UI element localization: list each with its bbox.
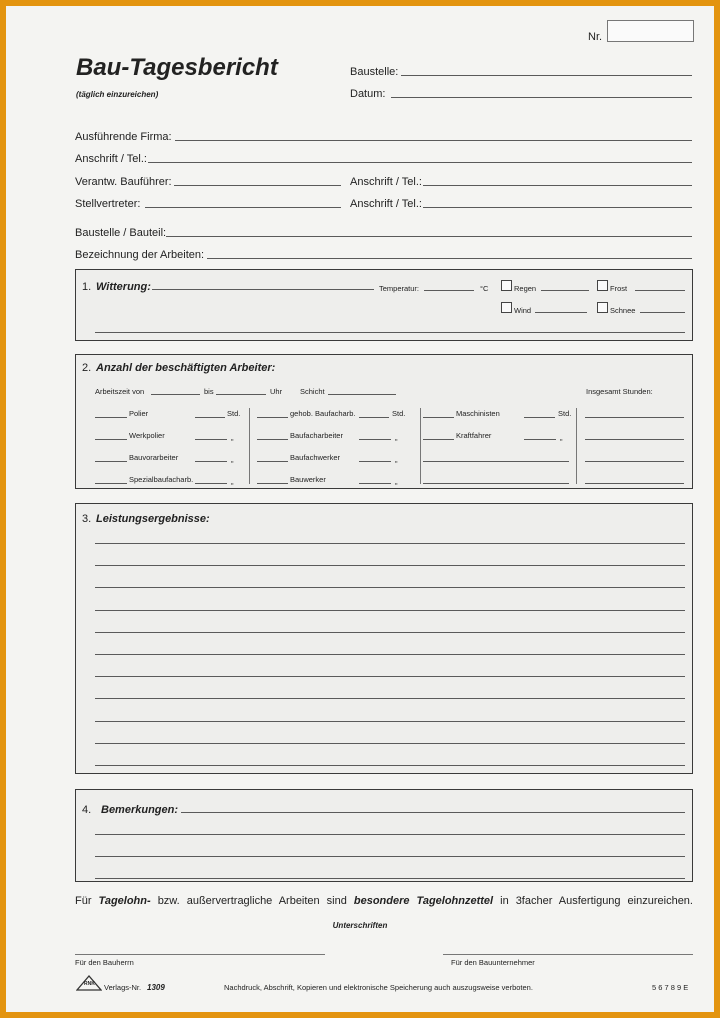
- ditto-mark: „: [395, 477, 398, 486]
- baufuehrer-field[interactable]: [174, 185, 341, 186]
- anschrift2-label: Anschrift / Tel.:: [350, 176, 422, 188]
- arbeiten-field[interactable]: [207, 258, 692, 259]
- page-subtitle: (täglich einzureichen): [76, 90, 159, 99]
- writing-line[interactable]: [95, 765, 685, 766]
- signature-bauherr-field[interactable]: [75, 954, 325, 955]
- frost-checkbox[interactable]: [597, 280, 608, 291]
- ditto-mark: „: [231, 455, 234, 464]
- column-divider: [576, 408, 577, 484]
- copyright-notice: Nachdruck, Abschrift, Kopieren und elektronische Speicherung auch auszugsweise verboten.: [224, 983, 533, 992]
- uhr-label: Uhr: [270, 387, 283, 396]
- writing-line[interactable]: [95, 856, 685, 857]
- count-field[interactable]: [95, 483, 127, 484]
- note-text: in 3facher Ausfertigung einzureichen.: [500, 895, 693, 907]
- weather-heading: Witterung:: [96, 281, 151, 293]
- anschrift-field[interactable]: [148, 162, 692, 163]
- remarks-section: [75, 789, 693, 882]
- hours-field[interactable]: [359, 461, 391, 462]
- column-divider: [249, 408, 250, 484]
- form-page: [6, 6, 714, 1012]
- extra-worker-field[interactable]: [423, 483, 569, 484]
- hours-field[interactable]: [195, 483, 227, 484]
- frost-field[interactable]: [635, 290, 685, 291]
- count-field[interactable]: [423, 417, 454, 418]
- count-field[interactable]: [95, 461, 127, 462]
- wind-checkbox[interactable]: [501, 302, 512, 313]
- baufuehrer-label: Verantw. Bauführer:: [75, 176, 172, 188]
- bauteil-field[interactable]: [166, 236, 692, 237]
- regen-checkbox[interactable]: [501, 280, 512, 291]
- schnee-field[interactable]: [640, 312, 685, 313]
- worker-type: Baufachwerker: [290, 453, 341, 462]
- writing-line[interactable]: [95, 698, 685, 699]
- bis-label: bis: [204, 387, 214, 396]
- nr-label: Nr.: [588, 31, 603, 43]
- weather-extra-line[interactable]: [95, 332, 685, 333]
- note-emphasis: besondere Tagelohnzettel: [353, 895, 494, 907]
- note-emphasis: Tagelohn-: [98, 895, 151, 907]
- ditto-mark: „: [560, 433, 563, 442]
- temperature-unit: °C: [480, 284, 489, 293]
- extra-worker-field[interactable]: [423, 461, 569, 462]
- hours-field[interactable]: [524, 439, 556, 440]
- verlag-number: 1309: [147, 983, 165, 992]
- count-field[interactable]: [95, 439, 127, 440]
- stellvertreter-label: Stellvertreter:: [75, 198, 141, 210]
- workers-section: [75, 354, 693, 489]
- count-field[interactable]: [95, 417, 127, 418]
- ditto-mark: „: [231, 433, 234, 442]
- workers-number: 2.: [82, 362, 92, 374]
- regen-field[interactable]: [541, 290, 589, 291]
- note-text: bzw. außervertragliche Arbeiten sind: [157, 895, 347, 907]
- hours-field[interactable]: [195, 461, 227, 462]
- arbeitszeit-label: Arbeitszeit von: [95, 387, 145, 396]
- results-section: [75, 503, 693, 774]
- form-code: 5 6 7 8 9 E: [652, 983, 689, 992]
- workers-heading: Anzahl der beschäftigten Arbeiter:: [96, 362, 276, 374]
- unit-label: Std.: [392, 409, 406, 418]
- total-hours-field[interactable]: [585, 461, 684, 462]
- remarks-field[interactable]: [181, 812, 685, 813]
- weather-field[interactable]: [152, 289, 374, 290]
- signature-bauherr-label: Für den Bauherrn: [75, 958, 134, 967]
- schicht-field[interactable]: [328, 394, 396, 395]
- publisher-logo: [76, 975, 102, 991]
- count-field[interactable]: [257, 461, 288, 462]
- schnee-label: Schnee: [610, 306, 636, 315]
- writing-line[interactable]: [95, 834, 685, 835]
- hours-field[interactable]: [359, 439, 391, 440]
- worker-type: Kraftfahrer: [456, 431, 492, 440]
- count-field[interactable]: [257, 483, 288, 484]
- temperature-label: Temperatur:: [379, 284, 420, 293]
- unit-label: Std.: [558, 409, 572, 418]
- signature-unternehmer-label: Für den Bauunternehmer: [451, 958, 535, 967]
- temperature-field[interactable]: [424, 290, 474, 291]
- signature-unternehmer-field[interactable]: [443, 954, 693, 955]
- weather-section: [75, 269, 693, 341]
- writing-line[interactable]: [95, 543, 685, 544]
- count-field[interactable]: [423, 439, 454, 440]
- wind-label: Wind: [514, 306, 532, 315]
- hours-field[interactable]: [195, 417, 225, 418]
- ditto-mark: „: [395, 433, 398, 442]
- writing-line[interactable]: [95, 565, 685, 566]
- remarks-heading: Bemerkungen:: [101, 804, 179, 816]
- hours-field[interactable]: [359, 417, 389, 418]
- arbeitszeit-to-field[interactable]: [216, 394, 266, 395]
- writing-line[interactable]: [95, 587, 685, 588]
- logo-text: RNK: [84, 981, 95, 987]
- anschrift2-field[interactable]: [423, 185, 692, 186]
- firma-label: Ausführende Firma:: [75, 131, 172, 143]
- unit-label: Std.: [227, 409, 241, 418]
- bauteil-label: Baustelle / Bauteil:: [75, 227, 167, 239]
- writing-line[interactable]: [95, 632, 685, 633]
- note-text: Für: [75, 895, 92, 907]
- results-heading: Leistungsergebnisse:: [96, 513, 210, 525]
- worker-type: Bauvorarbeiter: [129, 453, 179, 462]
- datum-label: Datum:: [350, 88, 386, 100]
- datum-field[interactable]: [391, 97, 692, 98]
- writing-line[interactable]: [95, 610, 685, 611]
- worker-type: Baufacharbeiter: [290, 431, 343, 440]
- tagelohn-note: [75, 894, 693, 908]
- writing-line[interactable]: [95, 721, 685, 722]
- worker-type: Polier: [129, 409, 149, 418]
- insgesamt-label: Insgesamt Stunden:: [586, 387, 653, 396]
- worker-type: Bauwerker: [290, 475, 326, 484]
- regen-label: Regen: [514, 284, 537, 293]
- column-divider: [420, 408, 421, 484]
- total-hours-field[interactable]: [585, 439, 684, 440]
- count-field[interactable]: [257, 439, 288, 440]
- worker-type: Werkpolier: [129, 431, 165, 440]
- signatures-label: Unterschriften: [332, 921, 388, 930]
- worker-type: Spezialbaufacharb.: [129, 475, 194, 484]
- page-title: Bau-Tagesbericht: [76, 54, 278, 81]
- count-field[interactable]: [257, 417, 288, 418]
- wind-field[interactable]: [535, 312, 587, 313]
- hours-field[interactable]: [359, 483, 391, 484]
- worker-type: gehob. Baufacharb.: [290, 409, 356, 418]
- frost-label: Frost: [610, 284, 628, 293]
- schicht-label: Schicht: [300, 387, 325, 396]
- baustelle-field[interactable]: [401, 75, 692, 76]
- hours-field[interactable]: [524, 417, 555, 418]
- weather-number: 1.: [82, 281, 92, 293]
- remarks-number: 4.: [82, 804, 92, 816]
- hours-field[interactable]: [195, 439, 227, 440]
- worker-type: Maschinisten: [456, 409, 500, 418]
- verlag-label: Verlags-Nr.: [104, 983, 142, 992]
- results-number: 3.: [82, 513, 92, 525]
- anschrift-label: Anschrift / Tel.:: [75, 153, 147, 165]
- writing-line[interactable]: [95, 654, 685, 655]
- nr-field[interactable]: [607, 20, 694, 42]
- baustelle-label: Baustelle:: [350, 66, 399, 78]
- stellvertreter-field[interactable]: [145, 207, 341, 208]
- ditto-mark: „: [231, 477, 234, 486]
- writing-line[interactable]: [95, 743, 685, 744]
- ditto-mark: „: [395, 455, 398, 464]
- writing-line[interactable]: [95, 676, 685, 677]
- total-hours-field[interactable]: [585, 417, 684, 418]
- total-hours-field[interactable]: [585, 483, 684, 484]
- anschrift3-label: Anschrift / Tel.:: [350, 198, 422, 210]
- arbeitszeit-from-field[interactable]: [151, 394, 200, 395]
- anschrift3-field[interactable]: [423, 207, 692, 208]
- writing-line[interactable]: [95, 878, 685, 879]
- firma-field[interactable]: [175, 140, 692, 141]
- schnee-checkbox[interactable]: [597, 302, 608, 313]
- arbeiten-label: Bezeichnung der Arbeiten:: [75, 249, 205, 261]
